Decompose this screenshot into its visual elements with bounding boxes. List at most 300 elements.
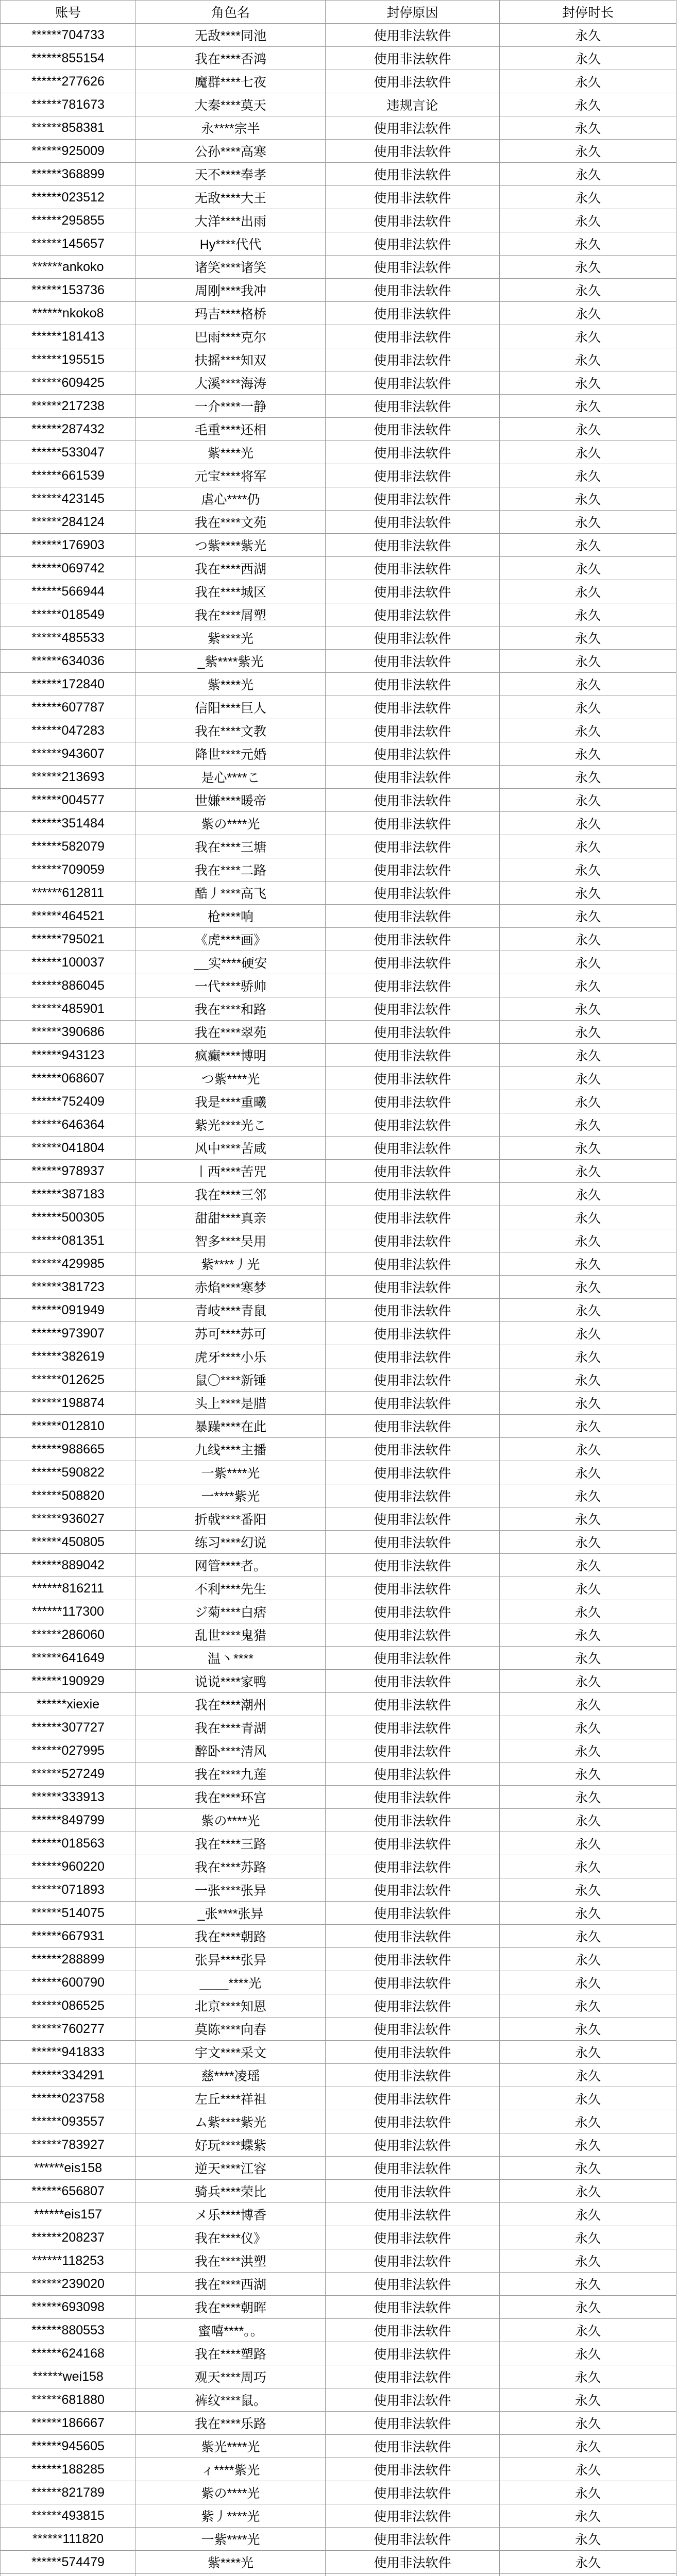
cell-ban-duration: 永久 <box>500 1971 676 1994</box>
cell-ban-duration: 永久 <box>500 2064 676 2087</box>
cell-account: ******018549 <box>1 603 136 626</box>
table-row <box>1 2412 676 2435</box>
table-row <box>1 1137 676 1160</box>
table-row <box>1 2180 676 2203</box>
cell-ban-reason: 使用非法软件 <box>326 1322 500 1345</box>
table-row <box>1 1021 676 1044</box>
cell-ban-reason <box>326 2574 500 2576</box>
table-row <box>1 2133 676 2157</box>
table-row <box>1 1044 676 1067</box>
cell-ban-reason: 使用非法软件 <box>326 603 500 626</box>
cell-role-name: 我在****屑塑 <box>136 603 326 626</box>
cell-ban-reason: 使用非法软件 <box>326 1113 500 1137</box>
cell-role-name: __实****硬安 <box>136 951 326 974</box>
cell-account: ******941833 <box>1 2041 136 2064</box>
cell-account: ******176903 <box>1 534 136 557</box>
cell-ban-duration: 永久 <box>500 418 676 441</box>
cell-ban-reason: 使用非法软件 <box>326 2342 500 2365</box>
cell-account: ******821789 <box>1 2481 136 2504</box>
cell-ban-duration: 永久 <box>500 256 676 279</box>
cell-role-name: 一****紫光 <box>136 1484 326 1507</box>
cell-ban-duration: 永久 <box>500 882 676 905</box>
table-row <box>1 1415 676 1438</box>
cell-ban-duration <box>500 2574 676 2576</box>
cell-ban-reason: 使用非法软件 <box>326 766 500 789</box>
cell-ban-reason: 使用非法软件 <box>326 2528 500 2551</box>
table-row <box>1 1531 676 1554</box>
cell-account: ******450805 <box>1 1531 136 1554</box>
cell-ban-duration: 永久 <box>500 279 676 302</box>
cell-role-name: 紫****光 <box>136 673 326 696</box>
cell-ban-reason: 使用非法软件 <box>326 47 500 70</box>
cell-role-name: 头上****是腊 <box>136 1392 326 1415</box>
cell-ban-reason: 使用非法软件 <box>326 2435 500 2458</box>
cell-account: ******858381 <box>1 116 136 140</box>
table-row <box>1 487 676 511</box>
table-row <box>1 1994 676 2018</box>
cell-ban-duration: 永久 <box>500 1647 676 1670</box>
cell-ban-duration: 永久 <box>500 2481 676 2504</box>
cell-role-name: 不利****先生 <box>136 1577 326 1600</box>
cell-ban-reason: 使用非法软件 <box>326 789 500 812</box>
cell-ban-reason: 使用非法软件 <box>326 1855 500 1878</box>
cell-account: ******wei158 <box>1 2365 136 2388</box>
cell-ban-duration: 永久 <box>500 371 676 395</box>
cell-ban-reason: 使用非法软件 <box>326 441 500 464</box>
cell-ban-duration: 永久 <box>500 1855 676 1878</box>
table-row <box>1 858 676 882</box>
table-row <box>1 951 676 974</box>
cell-account: ******334291 <box>1 2064 136 2087</box>
cell-role-name: 永****宗半 <box>136 116 326 140</box>
table-row <box>1 812 676 835</box>
table-row <box>1 2481 676 2504</box>
cell-role-name: _张****张异 <box>136 1902 326 1925</box>
table-row <box>1 2504 676 2528</box>
cell-ban-duration: 永久 <box>500 2203 676 2226</box>
cell-role-name: 北京****知恩 <box>136 1994 326 2018</box>
cell-ban-duration: 永久 <box>500 1693 676 1716</box>
cell-ban-reason: 使用非法软件 <box>326 1554 500 1577</box>
cell-ban-duration: 永久 <box>500 348 676 371</box>
cell-account: ******566944 <box>1 580 136 603</box>
cell-role-name: 九线****主播 <box>136 1438 326 1461</box>
table-row <box>1 2041 676 2064</box>
cell-ban-duration: 永久 <box>500 603 676 626</box>
cell-account: ******973907 <box>1 1322 136 1345</box>
table-row <box>1 1438 676 1461</box>
table-row <box>1 70 676 93</box>
cell-role-name: 大洋****出雨 <box>136 209 326 232</box>
header-role-name: 角色名 <box>136 1 326 24</box>
table-row <box>1 2319 676 2342</box>
table-row <box>1 2365 676 2388</box>
cell-ban-reason: 使用非法软件 <box>326 2365 500 2388</box>
cell-ban-duration: 永久 <box>500 997 676 1021</box>
table-row <box>1 580 676 603</box>
cell-account: ******612811 <box>1 882 136 905</box>
cell-role-name: 元宝****将军 <box>136 464 326 487</box>
table-row <box>1 1577 676 1600</box>
cell-ban-duration: 永久 <box>500 1206 676 1229</box>
table-row <box>1 905 676 928</box>
table-row <box>1 511 676 534</box>
cell-role-name: Hy****代代 <box>136 232 326 256</box>
cell-ban-reason: 使用非法软件 <box>326 2203 500 2226</box>
cell-ban-reason: 使用非法软件 <box>326 2551 500 2574</box>
cell-ban-reason: 使用非法软件 <box>326 1160 500 1183</box>
cell-account: ******493815 <box>1 2504 136 2528</box>
cell-role-name: 无敌****同池 <box>136 24 326 47</box>
cell-ban-duration: 永久 <box>500 1507 676 1531</box>
cell-account: ******086525 <box>1 1994 136 2018</box>
cell-role-name: 青岐****青鼠 <box>136 1299 326 1322</box>
cell-ban-reason: 使用非法软件 <box>326 928 500 951</box>
cell-role-name: 莫陈****向春 <box>136 2018 326 2041</box>
table-row <box>1 371 676 395</box>
cell-account: ******464521 <box>1 905 136 928</box>
table-row <box>1 742 676 766</box>
cell-role-name: 我在****城区 <box>136 580 326 603</box>
table-row <box>1 1948 676 1971</box>
cell-account: ******646364 <box>1 1113 136 1137</box>
cell-account: ******eis157 <box>1 2203 136 2226</box>
table-row <box>1 1183 676 1206</box>
cell-ban-reason: 使用非法软件 <box>326 371 500 395</box>
cell-account: ******307727 <box>1 1716 136 1739</box>
cell-role-name: 紫の****光 <box>136 812 326 835</box>
cell-account: ******012625 <box>1 1368 136 1392</box>
cell-ban-reason: 使用非法软件 <box>326 835 500 858</box>
cell-ban-duration: 永久 <box>500 789 676 812</box>
header-row <box>1 1 676 24</box>
cell-ban-reason: 使用非法软件 <box>326 1044 500 1067</box>
cell-role-name: 骑兵****荣比 <box>136 2180 326 2203</box>
cell-role-name: 《虎****画》 <box>136 928 326 951</box>
cell-ban-reason: 使用非法软件 <box>326 2110 500 2133</box>
cell-ban-duration: 永久 <box>500 1113 676 1137</box>
table-row <box>1 1299 676 1322</box>
cell-role-name: メ乐****博香 <box>136 2203 326 2226</box>
cell-role-name: 一张****张异 <box>136 1878 326 1902</box>
cell-ban-duration: 永久 <box>500 650 676 673</box>
table-row <box>1 2528 676 2551</box>
cell-ban-duration: 永久 <box>500 1484 676 1507</box>
cell-role-name: 巴雨****克尔 <box>136 325 326 348</box>
cell-ban-duration: 永久 <box>500 70 676 93</box>
header-ban-reason: 封停原因 <box>326 1 500 24</box>
table-row <box>1 2018 676 2041</box>
cell-role-name: 我在****洪塑 <box>136 2249 326 2273</box>
cell-ban-reason: 使用非法软件 <box>326 2412 500 2435</box>
cell-ban-reason: 使用非法软件 <box>326 186 500 209</box>
table-row <box>1 882 676 905</box>
table-row <box>1 325 676 348</box>
cell-ban-reason: 使用非法软件 <box>326 1276 500 1299</box>
cell-ban-reason: 使用非法软件 <box>326 116 500 140</box>
cell-ban-reason: 使用非法软件 <box>326 882 500 905</box>
cell-ban-reason: 使用非法软件 <box>326 24 500 47</box>
cell-ban-reason: 使用非法软件 <box>326 858 500 882</box>
cell-account: ******368899 <box>1 163 136 186</box>
cell-ban-reason: 使用非法软件 <box>326 1623 500 1647</box>
cell-account: ******795021 <box>1 928 136 951</box>
cell-ban-duration: 永久 <box>500 766 676 789</box>
cell-account: ******023758 <box>1 2087 136 2110</box>
cell-account: ******641649 <box>1 1647 136 1670</box>
table-row <box>1 1971 676 1994</box>
cell-account: ******390686 <box>1 1021 136 1044</box>
table-body <box>1 24 676 2576</box>
cell-ban-duration: 永久 <box>500 93 676 116</box>
cell-ban-duration: 永久 <box>500 1600 676 1623</box>
cell-account: ******069742 <box>1 557 136 580</box>
cell-account: ******681880 <box>1 2388 136 2412</box>
cell-role-name: 我在****文苑 <box>136 511 326 534</box>
table-row <box>1 2551 676 2574</box>
table-row <box>1 1600 676 1623</box>
cell-ban-reason: 使用非法软件 <box>326 1137 500 1160</box>
table-row <box>1 557 676 580</box>
cell-account: ******429985 <box>1 1252 136 1276</box>
cell-role-name: 我在****西湖 <box>136 2273 326 2296</box>
cell-ban-reason: 使用非法软件 <box>326 1345 500 1368</box>
cell-account: ******783927 <box>1 2133 136 2157</box>
table-row <box>1 1786 676 1809</box>
table-row <box>1 163 676 186</box>
cell-account: ******188285 <box>1 2458 136 2481</box>
table-row <box>1 719 676 742</box>
cell-ban-reason: 使用非法软件 <box>326 70 500 93</box>
table-row <box>1 1693 676 1716</box>
table-row <box>1 1902 676 1925</box>
cell-account: ******590822 <box>1 1461 136 1484</box>
cell-role-name: ィ****紫光 <box>136 2458 326 2481</box>
cell-ban-reason: 使用非法软件 <box>326 2296 500 2319</box>
cell-ban-duration: 永久 <box>500 2133 676 2157</box>
cell-ban-duration: 永久 <box>500 812 676 835</box>
cell-ban-reason: 使用非法软件 <box>326 1994 500 2018</box>
cell-ban-reason: 使用非法软件 <box>326 1716 500 1739</box>
cell-role-name: 大溪****海涛 <box>136 371 326 395</box>
cell-ban-reason: 使用非法软件 <box>326 511 500 534</box>
cell-account: ******ankoko <box>1 256 136 279</box>
cell-ban-duration: 永久 <box>500 673 676 696</box>
cell-account: ******081351 <box>1 1229 136 1252</box>
cell-role-name: 我在****西湖 <box>136 557 326 580</box>
cell-role-name: 是心****こ <box>136 766 326 789</box>
cell-ban-reason: 使用非法软件 <box>326 1693 500 1716</box>
cell-ban-reason: 使用非法软件 <box>326 163 500 186</box>
cell-role-name: 紫の****光 <box>136 2481 326 2504</box>
cell-ban-duration: 永久 <box>500 1183 676 1206</box>
cell-role-name: 我在****塑路 <box>136 2342 326 2365</box>
cell-ban-duration: 永久 <box>500 2157 676 2180</box>
table-row <box>1 418 676 441</box>
cell-ban-duration: 永久 <box>500 1276 676 1299</box>
table-row <box>1 1739 676 1762</box>
cell-role-name: 世嫌****暖帝 <box>136 789 326 812</box>
cell-ban-reason: 使用非法软件 <box>326 626 500 650</box>
cell-account: ******198874 <box>1 1392 136 1415</box>
table-row <box>1 1252 676 1276</box>
cell-ban-duration: 永久 <box>500 1368 676 1392</box>
table-row <box>1 395 676 418</box>
cell-role-name: 好玩****蝶紫 <box>136 2133 326 2157</box>
cell-role-name: 温丶**** <box>136 1647 326 1670</box>
table-row <box>1 464 676 487</box>
cell-ban-duration: 永久 <box>500 2110 676 2133</box>
cell-role-name: 紫光****光こ <box>136 1113 326 1137</box>
table-row <box>1 626 676 650</box>
table-row <box>1 1160 676 1183</box>
cell-ban-reason: 使用非法软件 <box>326 487 500 511</box>
cell-role-name: 苏可****苏可 <box>136 1322 326 1345</box>
cell-ban-reason: 使用非法软件 <box>326 742 500 766</box>
cell-ban-duration: 永久 <box>500 1832 676 1855</box>
cell-ban-duration: 永久 <box>500 1739 676 1762</box>
table-row <box>1 256 676 279</box>
cell-account: ******609425 <box>1 371 136 395</box>
cell-ban-duration: 永久 <box>500 1948 676 1971</box>
cell-ban-duration: 永久 <box>500 2041 676 2064</box>
cell-ban-duration: 永久 <box>500 2319 676 2342</box>
cell-account: ******333913 <box>1 1786 136 1809</box>
cell-ban-duration: 永久 <box>500 534 676 557</box>
cell-role-name: 一介****一静 <box>136 395 326 418</box>
cell-role-name: 网管****者。 <box>136 1554 326 1577</box>
cell-role-name: 我在****苏路 <box>136 1855 326 1878</box>
cell-ban-reason: 使用非法软件 <box>326 279 500 302</box>
cell-account: ******023512 <box>1 186 136 209</box>
cell-role-name: 风中****苦咸 <box>136 1137 326 1160</box>
cell-ban-duration: 永久 <box>500 2388 676 2412</box>
cell-role-name: 我在****朝晖 <box>136 2296 326 2319</box>
cell-ban-reason: 使用非法软件 <box>326 1786 500 1809</box>
cell-account: ******047283 <box>1 719 136 742</box>
cell-ban-reason: 使用非法软件 <box>326 2157 500 2180</box>
cell-role-name: 智多****吴用 <box>136 1229 326 1252</box>
cell-ban-reason: 使用非法软件 <box>326 2087 500 2110</box>
cell-ban-reason: 使用非法软件 <box>326 395 500 418</box>
cell-ban-reason: 使用非法软件 <box>326 464 500 487</box>
cell-account: ******288899 <box>1 1948 136 1971</box>
cell-account: ******709059 <box>1 858 136 882</box>
table-row <box>1 766 676 789</box>
cell-account: ******634036 <box>1 650 136 673</box>
cell-ban-reason: 使用非法软件 <box>326 2249 500 2273</box>
table-row <box>1 1090 676 1113</box>
cell-ban-reason: 使用非法软件 <box>326 557 500 580</box>
cell-ban-duration: 永久 <box>500 47 676 70</box>
table-row <box>1 232 676 256</box>
cell-role-name: 紫丿****光 <box>136 2504 326 2528</box>
cell-ban-reason: 使用非法软件 <box>326 1809 500 1832</box>
cell-ban-reason: 使用非法软件 <box>326 2180 500 2203</box>
table-row <box>1 2087 676 2110</box>
table-row <box>1 209 676 232</box>
cell-ban-duration: 永久 <box>500 464 676 487</box>
cell-role-name: 折戟****番阳 <box>136 1507 326 1531</box>
cell-ban-duration: 永久 <box>500 1994 676 2018</box>
cell-ban-reason: 使用非法软件 <box>326 1577 500 1600</box>
table-row <box>1 441 676 464</box>
cell-ban-reason: 使用非法软件 <box>326 1229 500 1252</box>
cell-account: ******277626 <box>1 70 136 93</box>
cell-account: ******093557 <box>1 2110 136 2133</box>
table-row <box>1 1113 676 1137</box>
cell-ban-duration: 永久 <box>500 1902 676 1925</box>
cell-role-name <box>136 2574 326 2576</box>
cell-role-name: 鼠〇****新锤 <box>136 1368 326 1392</box>
cell-account: ******nkoko8 <box>1 302 136 325</box>
cell-role-name: つ紫****紫光 <box>136 534 326 557</box>
cell-role-name: 我在****朝路 <box>136 1925 326 1948</box>
cell-account: ******880553 <box>1 2319 136 2342</box>
cell-ban-reason: 使用非法软件 <box>326 2504 500 2528</box>
cell-account: ******387183 <box>1 1183 136 1206</box>
table-row <box>1 279 676 302</box>
header-ban-duration: 封停时长 <box>500 1 676 24</box>
cell-account: ******190929 <box>1 1670 136 1693</box>
cell-role-name: 玛吉****格桥 <box>136 302 326 325</box>
cell-ban-reason: 使用非法软件 <box>326 2064 500 2087</box>
cell-role-name: 紫****光 <box>136 2551 326 2574</box>
table-row <box>1 1716 676 1739</box>
cell-role-name: 蜜嘻****。。 <box>136 2319 326 2342</box>
table-row <box>1 650 676 673</box>
table-row <box>1 1809 676 1832</box>
cell-role-name: 裤纹****鼠。 <box>136 2388 326 2412</box>
cell-ban-duration: 永久 <box>500 580 676 603</box>
cell-role-name: 虐心****仍 <box>136 487 326 511</box>
table-row <box>1 1392 676 1415</box>
cell-ban-duration: 永久 <box>500 719 676 742</box>
cell-ban-duration: 永久 <box>500 742 676 766</box>
cell-account: ******855154 <box>1 47 136 70</box>
cell-account: ******508820 <box>1 1484 136 1507</box>
cell-role-name: 我在****二路 <box>136 858 326 882</box>
cell-account: ******284124 <box>1 511 136 534</box>
cell-ban-duration: 永久 <box>500 186 676 209</box>
cell-account: ******382619 <box>1 1345 136 1368</box>
cell-ban-duration: 永久 <box>500 1252 676 1276</box>
cell-ban-duration: 永久 <box>500 232 676 256</box>
cell-account: ******945605 <box>1 2435 136 2458</box>
cell-ban-reason: 使用非法软件 <box>326 1507 500 1531</box>
cell-ban-reason: 使用非法软件 <box>326 1461 500 1484</box>
cell-ban-reason: 使用非法软件 <box>326 1878 500 1902</box>
cell-ban-duration: 永久 <box>500 2226 676 2249</box>
table-row <box>1 1484 676 1507</box>
cell-ban-duration: 永久 <box>500 1461 676 1484</box>
cell-role-name: 我在****仪》 <box>136 2226 326 2249</box>
cell-account: ******351484 <box>1 812 136 835</box>
cell-account: ******704733 <box>1 24 136 47</box>
cell-account: ******889042 <box>1 1554 136 1577</box>
cell-account: ******656807 <box>1 2180 136 2203</box>
cell-account: ******514075 <box>1 1902 136 1925</box>
cell-ban-reason: 使用非法软件 <box>326 1021 500 1044</box>
table-row <box>1 1067 676 1090</box>
cell-ban-reason: 使用非法软件 <box>326 1090 500 1113</box>
cell-ban-duration: 永久 <box>500 858 676 882</box>
table-row <box>1 974 676 997</box>
cell-ban-duration: 永久 <box>500 1762 676 1786</box>
cell-account: ******816211 <box>1 1577 136 1600</box>
table-row <box>1 2110 676 2133</box>
cell-ban-reason: 使用非法软件 <box>326 580 500 603</box>
